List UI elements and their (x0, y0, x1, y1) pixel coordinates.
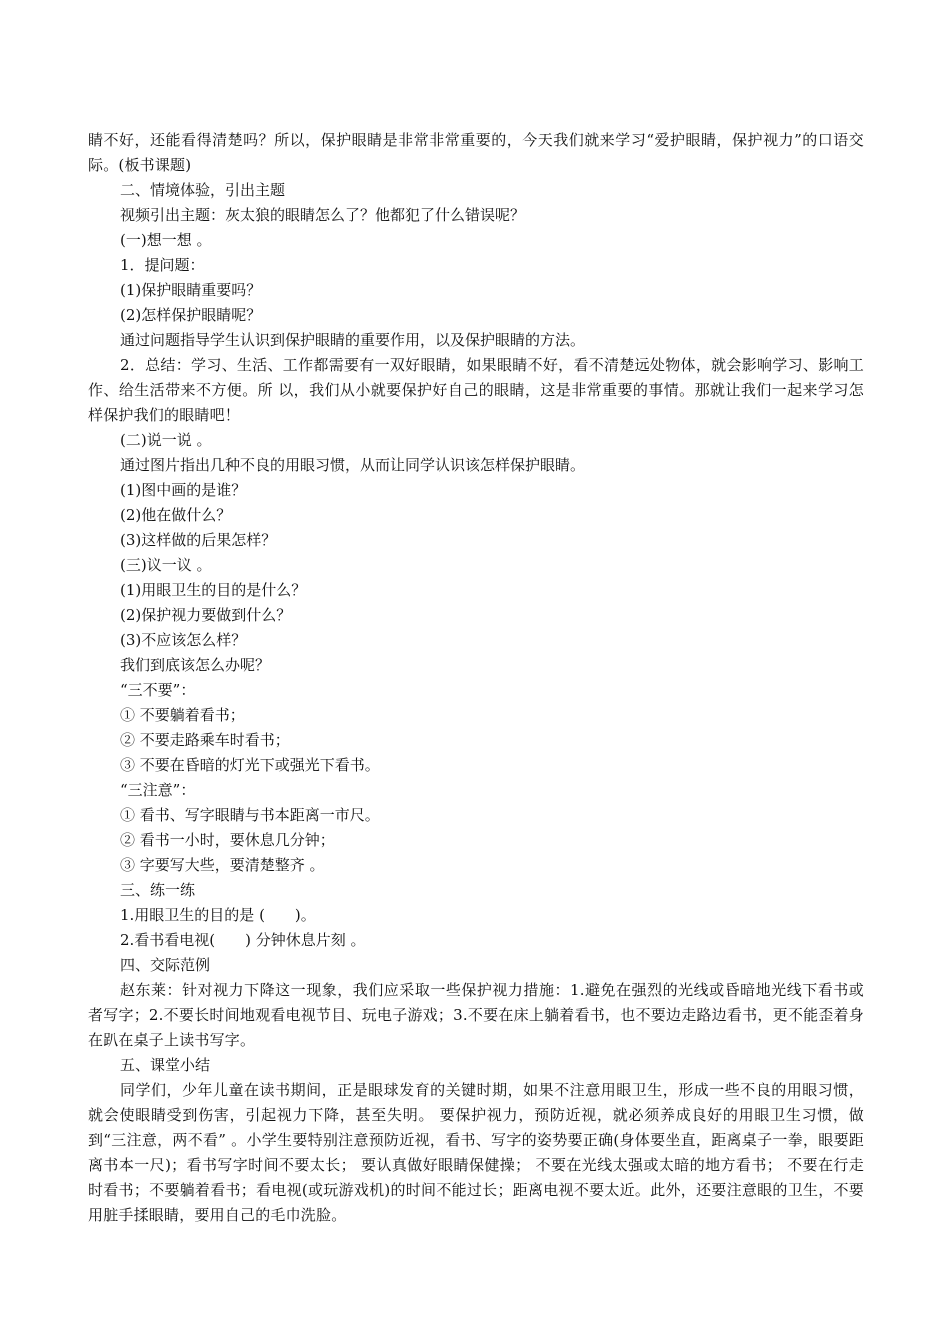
list-item: (2)他在做什么？ (120, 506, 232, 524)
subheading-discuss: (三)议一议 。 (120, 556, 212, 574)
heading-section-3: 三、练一练 (120, 881, 196, 899)
heading-section-4: 四、交际范例 (120, 956, 211, 974)
paragraph: 通过图片指出几种不良的用眼习惯，从而让同学认识该怎样保护眼睛。 (120, 456, 586, 474)
list-item: (2)保护视力要做到什么？ (120, 606, 292, 624)
paragraph-summary: 2．总结：学习、生活、工作都需要有一双好眼睛，如果眼睛不好，看不清楚远处物体，就会影响学习、影响工作、给生活带来不方便。所 以，我们从小就要保护好自己的眼睛，这是非常重要的事情。那就让我们一起来学习怎样保护我们的眼睛吧！ (88, 356, 864, 424)
paragraph-conclusion: 同学们，少年儿童在读书期间，正是眼球发育的关键时期，如果不注意用眼卫生，形成一些不良的用眼习惯，就会使眼睛受到伤害，引起视力下降，甚至失明。 要保护视力，预防近视，就必须养成良好的用眼卫生习惯，做到“三注意，两不看” 。小学生要特别注意预防近视，看书、写字的姿势要正确(身体要坐直，距离桌子一拳，眼要距离书本一尺)；看书写字时间不要太长； 要认真做好眼睛保健操； 不要在光线太强或太暗的地方看书； 不要在行走时看书；不要躺着看书；看电视(或玩游戏机)的时间不能过长；距离电视不要太近。此外，还要注意眼的卫生，不要用脏手揉眼睛，要用自己的毛巾洗脸。 (88, 1081, 864, 1224)
paragraph: 通过问题指导学生认识到保护眼睛的重要作用，以及保护眼睛的方法。 (120, 331, 586, 349)
list-item: ③ 不要在昏暗的灯光下或强光下看书。 (120, 756, 380, 774)
list-heading: “三注意”： (120, 781, 196, 799)
subheading-think: (一)想一想 。 (120, 231, 212, 249)
list-item: (3)这样做的后果怎样？ (120, 531, 277, 549)
list-item: (2)怎样保护眼睛呢？ (120, 306, 262, 324)
exercise-item: 2.看书看电视( ) 分钟休息片刻 。 (120, 931, 366, 949)
exercise-item: 1.用眼卫生的目的是 ( )。 (120, 906, 316, 924)
list-heading: “三不要”： (120, 681, 196, 699)
subheading-speak: (二)说一说 。 (120, 431, 212, 449)
paragraph-intro: 睛不好，还能看得清楚吗？所以，保护眼睛是非常非常重要的，今天我们就来学习“爱护眼睛，保护视力”的口语交际。(板书课题) (88, 131, 864, 174)
list-heading: 1．提问题： (120, 256, 205, 274)
list-item: (1)图中画的是谁？ (120, 481, 247, 499)
heading-section-5: 五、课堂小结 (120, 1056, 211, 1074)
list-item: ② 不要走路乘车时看书； (120, 731, 290, 749)
document-page (88, 128, 864, 1228)
list-item: ② 看书一小时，要休息几分钟； (120, 831, 335, 849)
paragraph: 视频引出主题：灰太狼的眼睛怎么了？他都犯了什么错误呢？ (120, 206, 526, 224)
paragraph: 我们到底该怎么办呢？ (120, 656, 271, 674)
list-item: ① 不要躺着看书； (120, 706, 245, 724)
list-item: ③ 字要写大些，要清楚整齐 。 (120, 856, 325, 874)
list-item: ① 看书、写字眼睛与书本距离一市尺。 (120, 806, 380, 824)
list-item: (3)不应该怎么样？ (120, 631, 247, 649)
list-item: (1)保护眼睛重要吗？ (120, 281, 262, 299)
list-item: (1)用眼卫生的目的是什么？ (120, 581, 307, 599)
heading-section-2: 二、情境体验，引出主题 (120, 181, 286, 199)
paragraph-example: 赵东莱：针对视力下降这一现象，我们应采取一些保护视力措施：1.避免在强烈的光线或昏暗地光线下看书或者写字；2.不要长时间地观看电视节目、玩电子游戏；3.不要在床上躺着看书，也不要边走路边看书，更不能歪着身在趴在桌子上读书写字。 (88, 981, 864, 1049)
